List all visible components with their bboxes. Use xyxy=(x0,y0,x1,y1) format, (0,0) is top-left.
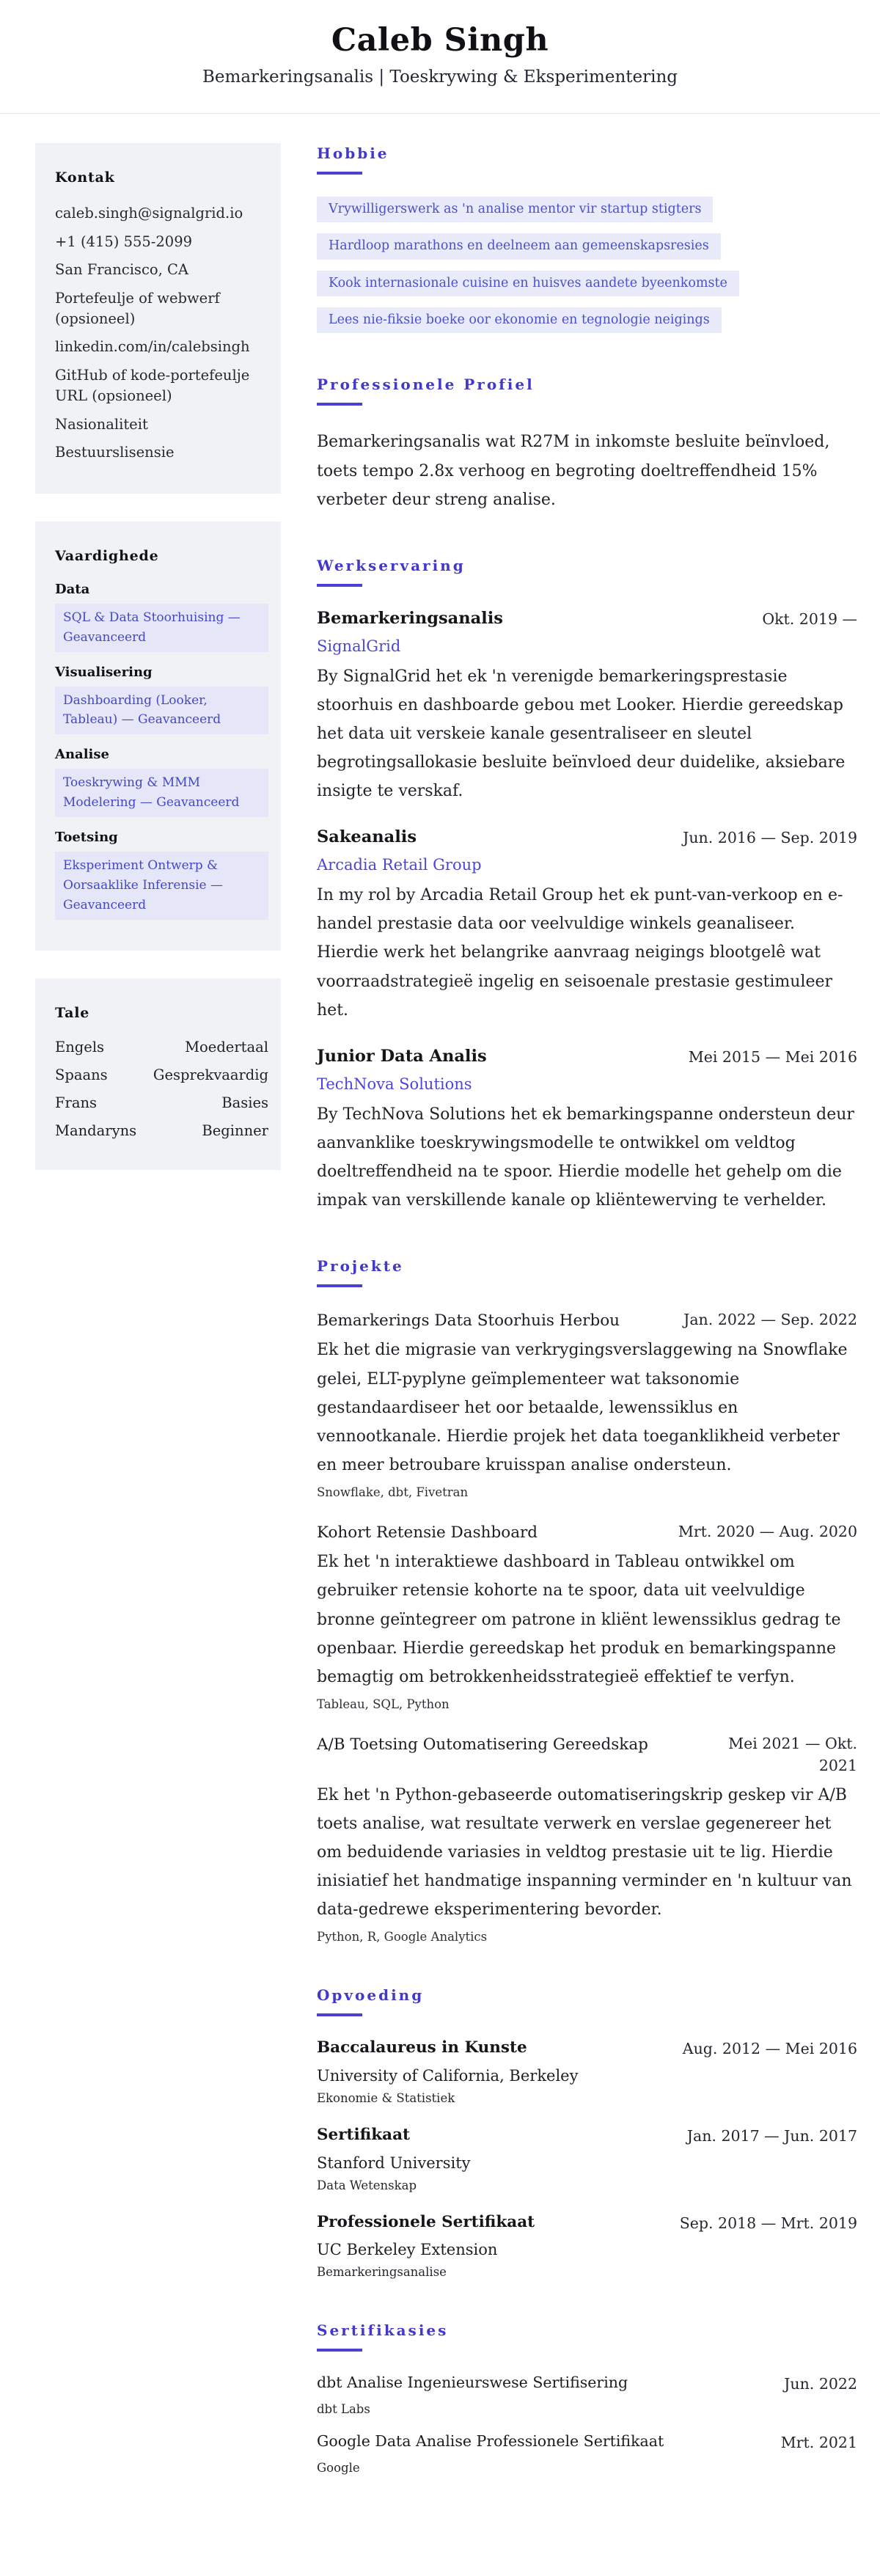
education-entry xyxy=(317,2126,857,2192)
education-entry xyxy=(317,2213,857,2280)
resume-body xyxy=(0,114,880,2529)
job-entry xyxy=(317,609,857,806)
education-field: Ekonomie & Statistiek xyxy=(317,2091,455,2106)
profile-summary: Bemarkeringsanalis wat R27M in inkomste besluite beïnvloed, toets tempo 2.8x verhoog en begroting doeltreffendheid 15% verbeter deur streng analise. xyxy=(317,433,830,509)
skill-category: Data xyxy=(55,581,90,597)
project-header xyxy=(317,1309,857,1332)
education-header xyxy=(317,2126,857,2148)
language-level: Beginner xyxy=(202,1121,268,1139)
certification-header xyxy=(317,2432,857,2454)
language-name: Engels xyxy=(55,1038,105,1055)
contact-location: San Francisco, CA xyxy=(55,261,189,279)
job-description: By SignalGrid het ek 'n verenigde bemarkeringsprestasie stoorhuis en dashboarde gebou met Looker. Hierdie gereedskap het data uit verskeie kanale gesentraliseer en sleutel begrotingsallokasie besluite beïnvloed deur duidelike, aksiebare insigte te verskaf. xyxy=(317,667,846,801)
skill-group xyxy=(55,582,268,652)
contact-drivers-license: Bestuurslisensie xyxy=(55,444,175,461)
certification-name: Google Data Analise Professionele Sertifikaat xyxy=(317,2432,664,2451)
job-header xyxy=(317,1047,857,1069)
hobbies-title: Hobbie xyxy=(317,144,389,162)
language-row xyxy=(55,1066,268,1083)
education-field: Data Wetenskap xyxy=(317,2178,417,2192)
language-level: Basies xyxy=(221,1094,268,1111)
job-company-link[interactable]: Arcadia Retail Group xyxy=(317,856,482,874)
education-header xyxy=(317,2038,857,2060)
contact-linkedin: linkedin.com/in/calebsingh xyxy=(55,338,250,356)
certifications-title: Sertifikasies xyxy=(317,2321,449,2340)
job-role: Junior Data Analis xyxy=(317,1046,487,1066)
language-name: Spaans xyxy=(55,1066,108,1083)
language-level: Gesprekvaardig xyxy=(153,1066,268,1083)
skills-section xyxy=(35,522,281,951)
education-header xyxy=(317,2213,857,2235)
project-tech-stack: Snowflake, dbt, Fivetran xyxy=(317,1485,469,1500)
certification-entry xyxy=(317,2374,857,2416)
section-underline xyxy=(317,403,362,406)
job-dates: Jun. 2016 — Sep. 2019 xyxy=(683,829,857,847)
resume-header xyxy=(0,0,880,114)
education-dates: Jan. 2017 — Jun. 2017 xyxy=(686,2127,857,2145)
education-degree: Sertifikaat xyxy=(317,2126,410,2145)
project-description: Ek het die migrasie van verkrygingsverslaggewing na Snowflake gelei, ELT-pyplyne geïmplementeer wat taksonomie gestandaardiseer het oor betaalde, lewenssiklus en vennootkanale. Hierdie projek het data toeganklikheid verbeter en meer betroubare kruisspan analise ondersteun. xyxy=(317,1341,848,1474)
languages-section xyxy=(35,978,281,1170)
section-underline xyxy=(317,1284,362,1287)
job-description: By TechNova Solutions het ek bemarkingspanne ondersteun deur aanvanklike toeskrywingsmodelle te ontwikkel om veldtog doeltreffendheid na te spoor. Hierdie modelle het gehelp om die impak van verskillende kanale op kliëntewerving te verhelder. xyxy=(317,1105,854,1210)
contact-portfolio: Portefeulje of webwerf (opsioneel) xyxy=(55,290,220,327)
education-school: University of California, Berkeley xyxy=(317,2067,579,2085)
language-name: Mandaryns xyxy=(55,1121,137,1139)
skill-badge: Eksperiment Ontwerp & Oorsaaklike Inferensie — Geavanceerd xyxy=(55,852,268,920)
hobby-badge: Vrywilligerswerk as 'n analise mentor vir startup stigters xyxy=(317,197,713,222)
section-underline xyxy=(317,2013,362,2016)
contact-section xyxy=(35,143,281,494)
sidebar xyxy=(35,143,281,1198)
contact-nationality: Nasionaliteit xyxy=(55,415,148,433)
project-name: Kohort Retensie Dashboard xyxy=(317,1523,538,1543)
job-company-link[interactable]: TechNova Solutions xyxy=(317,1075,472,1093)
job-header xyxy=(317,609,857,631)
certifications-section xyxy=(317,2321,857,2474)
hobby-badge: Kook internasionale cuisine en huisves aandete byeenkomste xyxy=(317,271,739,296)
certification-entry xyxy=(317,2432,857,2475)
section-underline xyxy=(317,584,362,587)
language-name: Frans xyxy=(55,1094,98,1111)
certification-name: dbt Analise Ingenieurswese Sertifisering xyxy=(317,2374,628,2392)
skill-category: Visualisering xyxy=(55,664,153,680)
skill-group xyxy=(55,665,268,735)
education-title: Opvoeding xyxy=(317,1986,425,2005)
project-tech-stack: Python, R, Google Analytics xyxy=(317,1930,488,1944)
languages-title: Tale xyxy=(55,1004,90,1021)
main-column xyxy=(317,143,857,2491)
experience-title: Werkservaring xyxy=(317,556,466,574)
job-header xyxy=(317,827,857,849)
candidate-name: Caleb Singh xyxy=(331,22,549,59)
education-degree: Baccalaureus in Kunste xyxy=(317,2038,527,2057)
skill-badge: Dashboarding (Looker, Tableau) — Geavanceerd xyxy=(55,687,268,735)
language-row xyxy=(55,1094,268,1111)
certification-date: Jun. 2022 xyxy=(784,2375,857,2393)
project-dates: Mrt. 2020 — Aug. 2020 xyxy=(678,1523,857,1541)
job-entry xyxy=(317,1047,857,1215)
skill-category: Analise xyxy=(55,747,109,763)
project-name: A/B Toetsing Outomatisering Gereedskap xyxy=(317,1735,648,1754)
job-role: Sakeanalis xyxy=(317,827,417,847)
education-degree: Professionele Sertifikaat xyxy=(317,2212,535,2231)
job-dates: Okt. 2019 — xyxy=(762,610,857,628)
profile-title: Professionele Profiel xyxy=(317,376,535,394)
hobby-badge: Lees nie-fiksie boeke oor ekonomie en tegnologie neigings xyxy=(317,307,722,333)
contact-email: caleb.singh@signalgrid.io xyxy=(55,205,243,222)
profile-section xyxy=(317,376,857,513)
job-dates: Mei 2015 — Mei 2016 xyxy=(688,1047,857,1066)
project-description: Ek het 'n interaktiewe dashboard in Tableau ontwikkel om gebruiker retensie kohorte na te spoor, data uit veelvuldige bronne geïntegreer om patrone in kliënt lewenssiklus gedrag te openbaar. Hierdie gereedskap het produk en bemarkingspanne bemagtig om betrokkenheidsstrategieë effektief te verfyn. xyxy=(317,1553,841,1686)
project-dates: Mei 2021 — Okt. 2021 xyxy=(728,1735,857,1774)
project-entry xyxy=(317,1309,857,1499)
section-underline xyxy=(317,172,362,175)
projects-section xyxy=(317,1257,857,1944)
job-company-link[interactable]: SignalGrid xyxy=(317,637,401,655)
education-school: Stanford University xyxy=(317,2154,471,2172)
contact-github: GitHub of kode-portefeulje URL (opsioneel) xyxy=(55,367,250,404)
certification-issuer: Google xyxy=(317,2460,360,2475)
projects-title: Projekte xyxy=(317,1257,404,1276)
hobbies-section xyxy=(317,144,857,333)
language-level: Moedertaal xyxy=(185,1038,268,1055)
skills-title: Vaardighede xyxy=(55,547,159,564)
education-dates: Sep. 2018 — Mrt. 2019 xyxy=(679,2214,857,2232)
project-description: Ek het 'n Python-gebaseerde outomatiseringskrip geskep vir A/B toets analise, wat resultate verwerk en verslae gegenereer het om beduidende variasies in veldtog prestasie uit te lig. Hierdie inisiatief het handmatige inspanning verminder en 'n kultuur van data-gedrewe eksperimentering bevorder. xyxy=(317,1785,852,1920)
job-description: In my rol by Arcadia Retail Group het ek punt-van-verkoop en e-handel prestasie data oor veelvuldige winkels geanaliseer. Hierdie werk het belangrike aanvraag neigings blootgelê wat voorraadstrategieë ingelig en seisoenale prestasie gestimuleer het. xyxy=(317,886,843,1020)
education-dates: Aug. 2012 — Mei 2016 xyxy=(682,2040,857,2058)
language-row xyxy=(55,1122,268,1139)
certification-issuer: dbt Labs xyxy=(317,2402,370,2417)
education-section xyxy=(317,1986,857,2279)
education-school: UC Berkeley Extension xyxy=(317,2241,498,2259)
project-entry xyxy=(317,1733,857,1944)
skill-category: Toetsing xyxy=(55,830,118,846)
candidate-title: Bemarkeringsanalis | Toeskrywing & Eksperimentering xyxy=(202,67,678,87)
hobby-badge: Hardloop marathons en deelneem aan gemeenskapsresies xyxy=(317,233,721,259)
language-row xyxy=(55,1039,268,1055)
skill-badge: Toeskrywing & MMM Modelering — Geavanceerd xyxy=(55,769,268,817)
contact-title: Kontak xyxy=(55,169,115,186)
contact-phone: +1 (415) 555-2099 xyxy=(55,233,193,250)
experience-section xyxy=(317,557,857,1215)
project-header xyxy=(317,1521,857,1544)
skill-badge: SQL & Data Stoorhuising — Geavanceerd xyxy=(55,604,268,652)
certification-date: Mrt. 2021 xyxy=(780,2434,857,2452)
project-entry xyxy=(317,1521,857,1711)
education-entry xyxy=(317,2038,857,2105)
certification-header xyxy=(317,2374,857,2396)
project-name: Bemarkerings Data Stoorhuis Herbou xyxy=(317,1311,620,1331)
project-header xyxy=(317,1733,857,1777)
project-dates: Jan. 2022 — Sep. 2022 xyxy=(683,1311,857,1329)
skill-group xyxy=(55,830,268,920)
project-tech-stack: Tableau, SQL, Python xyxy=(317,1697,450,1712)
job-role: Bemarkeringsanalis xyxy=(317,608,503,628)
skill-group xyxy=(55,747,268,817)
section-underline xyxy=(317,2349,362,2352)
job-entry xyxy=(317,827,857,1025)
education-field: Bemarkeringsanalise xyxy=(317,2265,447,2280)
